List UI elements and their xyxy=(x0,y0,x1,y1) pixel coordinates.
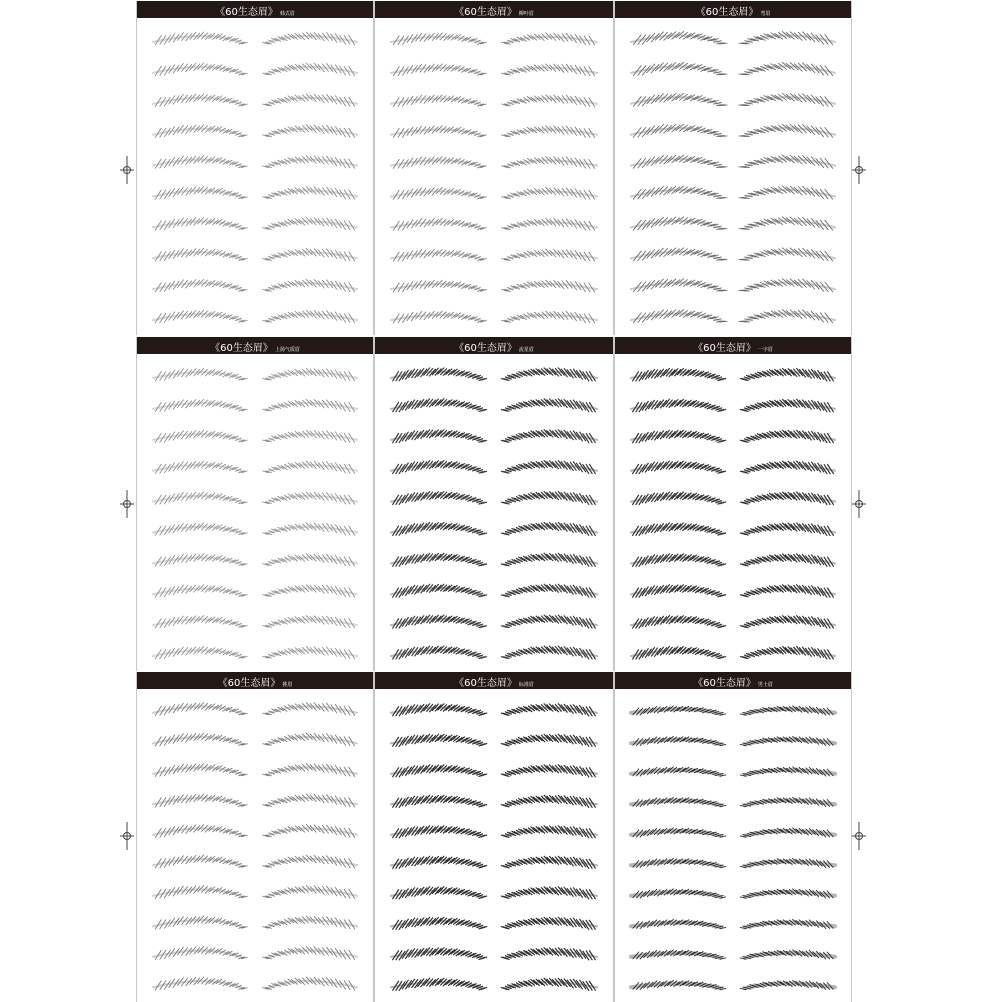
eyebrow-sticker xyxy=(153,461,247,473)
eyebrow-sticker xyxy=(739,310,835,323)
eyebrow-sticker xyxy=(631,828,726,837)
eyebrow-sticker xyxy=(502,218,597,230)
eyebrow-sticker xyxy=(501,615,597,628)
eyebrow-sticker xyxy=(501,584,597,597)
panel-style-name: 标准眉 xyxy=(518,682,534,688)
eyebrow-sticker xyxy=(263,947,357,960)
panel-header xyxy=(375,672,613,689)
eyebrow-panel xyxy=(614,672,852,1002)
eyebrow-sticker xyxy=(502,64,597,76)
eyebrow-sticker xyxy=(263,977,357,990)
eyebrow-sticker xyxy=(631,124,727,137)
eyebrow-sticker xyxy=(739,279,835,292)
eyebrow-sticker xyxy=(263,764,357,777)
panel-style-name: 柳叶眉 xyxy=(518,11,534,17)
eyebrow-sticker xyxy=(631,93,727,106)
eyebrow-sticker xyxy=(631,217,727,230)
eyebrow-sticker xyxy=(153,218,247,231)
eyebrow-sticker xyxy=(391,33,486,45)
eyebrow-sticker xyxy=(153,977,247,990)
eyebrow-sticker xyxy=(391,856,487,868)
eyebrow-sticker xyxy=(263,218,357,231)
panel-style-name: 一字眉 xyxy=(757,347,773,353)
eyebrow-sticker xyxy=(153,125,247,138)
eyebrow-sticker xyxy=(740,980,835,989)
eyebrow-panel xyxy=(374,337,614,671)
eyebrow-sticker xyxy=(263,368,357,380)
eyebrow-sticker xyxy=(391,522,487,535)
eyebrow-sticker xyxy=(631,797,726,806)
eyebrow-sticker xyxy=(740,736,835,745)
eyebrow-sticker xyxy=(391,368,487,381)
eyebrow-grid xyxy=(375,354,613,671)
eyebrow-sticker xyxy=(501,522,597,535)
eyebrow-sticker xyxy=(502,311,597,323)
eyebrow-sticker xyxy=(391,826,487,838)
eyebrow-sticker xyxy=(153,156,247,169)
eyebrow-sticker xyxy=(739,155,835,168)
eyebrow-sticker xyxy=(263,94,357,107)
panel-header xyxy=(137,337,373,354)
eyebrow-sticker xyxy=(153,916,247,929)
eyebrow-sticker xyxy=(740,616,835,629)
eyebrow-sticker xyxy=(501,826,597,838)
eyebrow-sticker xyxy=(391,704,487,716)
eyebrow-sticker xyxy=(740,889,835,898)
eyebrow-sticker xyxy=(391,461,487,474)
eyebrow-sticker xyxy=(391,188,486,200)
eyebrow-sticker xyxy=(501,704,597,716)
eyebrow-sticker xyxy=(501,368,597,381)
eyebrow-sticker xyxy=(501,887,597,899)
eyebrow-sticker xyxy=(153,703,247,716)
panel-header xyxy=(615,672,851,689)
eyebrow-sticker xyxy=(263,554,357,566)
eyebrow-sticker xyxy=(631,62,727,75)
eyebrow-panel xyxy=(614,1,852,335)
eyebrow-sticker xyxy=(631,523,726,536)
eyebrow-grid xyxy=(137,689,373,1002)
eyebrow-sticker xyxy=(631,950,726,959)
eyebrow-sticker xyxy=(391,734,487,746)
eyebrow-sticker xyxy=(502,188,597,200)
panel-style-name: 流星眉 xyxy=(518,347,534,353)
eyebrow-grid xyxy=(137,18,373,335)
eyebrow-sticker xyxy=(263,32,357,45)
eyebrow-sticker xyxy=(740,430,835,443)
eyebrow-sticker xyxy=(263,156,357,169)
eyebrow-grid xyxy=(615,689,851,1002)
eyebrow-sticker xyxy=(631,186,727,199)
eyebrow-sticker xyxy=(501,765,597,777)
eyebrow-sticker xyxy=(263,430,357,442)
eyebrow-sticker xyxy=(391,280,486,292)
eyebrow-sticker xyxy=(263,855,357,868)
eyebrow-sticker xyxy=(263,733,357,746)
eyebrow-sticker xyxy=(153,616,247,628)
eyebrow-sticker xyxy=(501,492,597,505)
eyebrow-sticker xyxy=(631,919,726,928)
eyebrow-sticker xyxy=(501,553,597,566)
eyebrow-sticker xyxy=(739,248,835,261)
panel-style-name: 上扬气质眉 xyxy=(274,347,300,353)
eyebrow-sticker xyxy=(501,978,597,990)
eyebrow-sticker xyxy=(740,858,835,867)
panel-header xyxy=(375,1,613,18)
panel-style-name: 挑眉 xyxy=(282,682,293,688)
eyebrow-sticker xyxy=(501,646,597,659)
eyebrow-sticker xyxy=(153,647,247,659)
eyebrow-sticker xyxy=(153,947,247,960)
eyebrow-sticker xyxy=(740,647,835,660)
eyebrow-panel xyxy=(614,337,852,671)
eyebrow-sticker xyxy=(501,430,597,443)
eyebrow-sticker xyxy=(263,461,357,473)
eyebrow-grid xyxy=(375,18,613,335)
eyebrow-panel xyxy=(374,672,614,1002)
eyebrow-sticker xyxy=(391,399,487,412)
eyebrow-sticker xyxy=(631,32,727,45)
panel-title: 《60生态眉》 xyxy=(693,678,756,689)
eyebrow-sticker xyxy=(391,795,487,807)
eyebrow-sticker xyxy=(263,63,357,76)
eyebrow-sticker xyxy=(263,825,357,838)
panel-title: 《60生态眉》 xyxy=(215,7,278,18)
eyebrow-sticker xyxy=(740,767,835,776)
eyebrow-sticker xyxy=(391,553,487,566)
eyebrow-sticker xyxy=(263,125,357,138)
panel-title: 《60生态眉》 xyxy=(695,7,759,18)
eyebrow-sticker xyxy=(263,916,357,929)
eyebrow-sticker xyxy=(153,523,247,535)
eyebrow-sticker xyxy=(501,917,597,929)
eyebrow-sticker xyxy=(740,368,835,381)
registration-mark-icon xyxy=(120,490,134,518)
eyebrow-sticker xyxy=(391,887,487,899)
eyebrow-sticker xyxy=(153,248,247,261)
eyebrow-sticker xyxy=(153,492,247,504)
eyebrow-sticker xyxy=(391,646,487,659)
eyebrow-sticker xyxy=(739,32,835,45)
eyebrow-sticker xyxy=(739,217,835,230)
eyebrow-sticker xyxy=(263,187,357,200)
eyebrow-panel xyxy=(136,337,374,671)
eyebrow-sticker xyxy=(501,734,597,746)
eyebrow-panel xyxy=(374,1,614,335)
eyebrow-sticker xyxy=(263,310,357,323)
eyebrow-sticker xyxy=(631,647,726,660)
eyebrow-sticker xyxy=(391,978,487,990)
eyebrow-sticker xyxy=(263,399,357,411)
registration-mark-icon xyxy=(120,156,134,184)
registration-mark-icon xyxy=(852,156,866,184)
eyebrow-sticker xyxy=(631,461,726,474)
eyebrow-grid xyxy=(137,354,373,671)
eyebrow-sticker xyxy=(740,828,835,837)
eyebrow-sticker xyxy=(740,492,835,505)
eyebrow-sticker xyxy=(153,279,247,292)
eyebrow-sticker xyxy=(631,155,727,168)
panel-title: 《60生态眉》 xyxy=(693,343,756,354)
registration-mark-icon xyxy=(852,822,866,850)
eyebrow-sticker xyxy=(631,279,727,292)
eyebrow-sticker xyxy=(740,797,835,806)
eyebrow-sticker xyxy=(263,616,357,628)
panel-header xyxy=(615,337,851,354)
eyebrow-sticker xyxy=(501,461,597,474)
eyebrow-sticker xyxy=(740,461,835,474)
eyebrow-sticker xyxy=(631,767,726,776)
eyebrow-sticker xyxy=(263,492,357,504)
eyebrow-sticker xyxy=(391,917,487,929)
eyebrow-sticker xyxy=(391,948,487,960)
eyebrow-sticker xyxy=(631,399,726,412)
panel-style-name: 男士眉 xyxy=(757,682,773,688)
eyebrow-sticker xyxy=(263,886,357,899)
panel-header xyxy=(137,1,373,18)
eyebrow-sticker xyxy=(631,889,726,898)
eyebrow-sticker xyxy=(740,585,835,598)
panel-header xyxy=(375,337,613,354)
eyebrow-sticker xyxy=(391,64,486,76)
eyebrow-sticker xyxy=(502,157,597,169)
eyebrow-sticker xyxy=(501,856,597,868)
registration-mark-icon xyxy=(120,822,134,850)
eyebrow-sticker xyxy=(153,855,247,868)
eyebrow-sticker xyxy=(263,279,357,292)
eyebrow-sticker xyxy=(739,93,835,106)
eyebrow-sticker xyxy=(263,585,357,597)
eyebrow-sticker xyxy=(391,157,486,169)
eyebrow-sticker xyxy=(631,368,726,381)
eyebrow-sticker xyxy=(631,706,726,715)
eyebrow-sticker xyxy=(631,310,727,323)
eyebrow-sticker xyxy=(740,919,835,928)
registration-mark-icon xyxy=(852,490,866,518)
eyebrow-sticker xyxy=(391,430,487,443)
eyebrow-sticker xyxy=(631,858,726,867)
eyebrow-sticker xyxy=(391,311,486,323)
eyebrow-sticker xyxy=(263,248,357,261)
eyebrow-sticker xyxy=(391,95,486,107)
panel-title: 《60生态眉》 xyxy=(210,343,273,354)
eyebrow-sticker xyxy=(153,585,247,597)
eyebrow-sticker xyxy=(502,33,597,45)
eyebrow-sticker xyxy=(153,368,247,380)
eyebrow-sticker xyxy=(391,126,486,138)
eyebrow-sticker xyxy=(631,430,726,443)
eyebrow-sticker xyxy=(739,124,835,137)
eyebrow-sticker xyxy=(502,95,597,107)
eyebrow-sticker xyxy=(501,948,597,960)
eyebrow-sticker xyxy=(631,492,726,505)
eyebrow-sticker xyxy=(153,554,247,566)
eyebrow-sticker xyxy=(153,764,247,777)
panel-style-name: 韩式眉 xyxy=(279,11,295,17)
eyebrow-sticker xyxy=(391,615,487,628)
eyebrow-sticker xyxy=(153,94,247,107)
eyebrow-sticker xyxy=(153,794,247,807)
panel-title: 《60生态眉》 xyxy=(454,343,517,354)
eyebrow-sticker xyxy=(153,430,247,442)
eyebrow-sticker xyxy=(502,126,597,138)
eyebrow-panel xyxy=(136,672,374,1002)
eyebrow-sticker xyxy=(263,523,357,535)
eyebrow-sticker xyxy=(391,249,486,261)
eyebrow-sticker xyxy=(631,248,727,261)
eyebrow-sticker xyxy=(501,399,597,412)
eyebrow-sticker xyxy=(740,523,835,536)
eyebrow-sticker xyxy=(739,62,835,75)
eyebrow-sticker xyxy=(153,399,247,411)
eyebrow-sticker xyxy=(502,280,597,292)
eyebrow-sticker xyxy=(153,63,247,76)
panel-header xyxy=(615,1,851,18)
eyebrow-sticker xyxy=(502,249,597,261)
eyebrow-panel xyxy=(136,1,374,335)
eyebrow-sticker xyxy=(740,706,835,715)
eyebrow-sticker xyxy=(153,825,247,838)
eyebrow-sticker xyxy=(153,310,247,323)
eyebrow-sticker xyxy=(631,616,726,629)
eyebrow-sticker xyxy=(263,647,357,659)
panel-title: 《60生态眉》 xyxy=(454,678,517,689)
eyebrow-sticker xyxy=(631,736,726,745)
eyebrow-grid xyxy=(615,18,851,335)
eyebrow-sticker xyxy=(153,733,247,746)
eyebrow-sticker xyxy=(153,187,247,200)
eyebrow-sticker xyxy=(501,795,597,807)
panel-style-name: 弯眉 xyxy=(760,11,771,17)
panel-header xyxy=(137,672,373,689)
eyebrow-sticker xyxy=(391,218,486,230)
eyebrow-sticker xyxy=(153,32,247,45)
eyebrow-sticker xyxy=(739,186,835,199)
eyebrow-grid xyxy=(615,354,851,671)
eyebrow-sticker xyxy=(391,492,487,505)
eyebrow-sticker xyxy=(740,950,835,959)
panel-title: 《60生态眉》 xyxy=(217,678,281,689)
eyebrow-sticker xyxy=(391,584,487,597)
eyebrow-sticker xyxy=(631,980,726,989)
eyebrow-grid xyxy=(375,689,613,1002)
panel-title: 《60生态眉》 xyxy=(454,7,517,18)
eyebrow-sticker xyxy=(631,585,726,598)
eyebrow-sticker xyxy=(631,554,726,567)
eyebrow-sticker xyxy=(153,886,247,899)
eyebrow-sticker xyxy=(740,554,835,567)
eyebrow-sticker xyxy=(740,399,835,412)
eyebrow-sticker xyxy=(263,794,357,807)
eyebrow-sticker xyxy=(391,765,487,777)
eyebrow-sticker xyxy=(263,703,357,716)
